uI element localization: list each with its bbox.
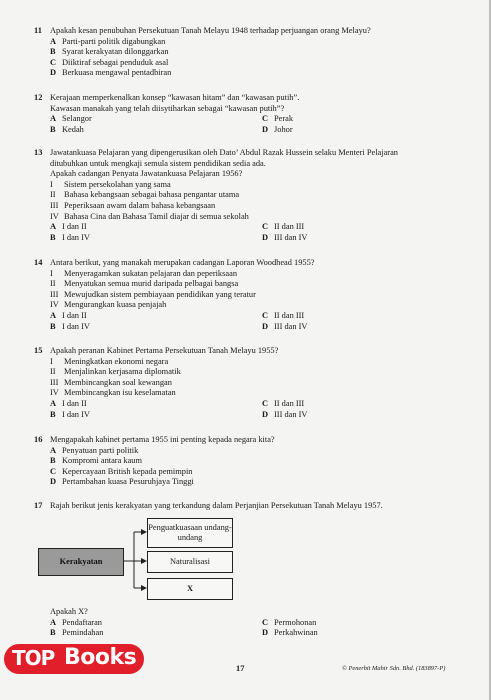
question-number: 13 (34, 148, 43, 157)
question-ask: Apakah X? (50, 607, 88, 616)
option-d[interactable]: D Berkuasa mengawal pentadbiran (50, 68, 172, 78)
option-b[interactable]: B I dan IV (50, 321, 90, 331)
copyright-notice: © Penerbit Mahir Sdn. Bhd. (183897-P) (342, 665, 446, 672)
statement-item: III Membincangkan soal kewangan (50, 377, 172, 387)
question-17-options (36, 607, 476, 639)
option-a[interactable]: A Selangor (50, 114, 92, 124)
question-stem: Apakah peranan Kabinet Pertama Persekutuan Tanah Melayu 1955? (50, 346, 279, 355)
option-a[interactable]: A Pendaftaran (50, 617, 102, 627)
topbooks-logo (0, 636, 150, 680)
option-d[interactable]: D Pertambahan kuasa Pesuruhjaya Tinggi (50, 477, 194, 487)
question-stem: Kawasan manakah yang telah diisytiharkan sebagai “kawasan putih”? (50, 103, 285, 113)
question-stem: ditubuhkan untuk mengkaji semula sistem pendidikan sedia ada. (50, 158, 266, 168)
question-stem: Rajah berikut jenis kerakyatan yang terkandung dalam Perjanjian Persekutuan Tanah Melayu 1957. (50, 501, 383, 510)
question-number: 11 (34, 26, 42, 35)
option-c[interactable]: C II dan III (262, 398, 305, 408)
statement-item: IV Mengurangkan kuasa penjajah (50, 300, 167, 310)
question-stem: Jawatankuasa Pelajaran yang dipengerusikan oleh Dato’ Abdul Razak Hussein selaku Menteri Pelajaran (50, 148, 398, 157)
option-d[interactable]: D Perkahwinan (262, 628, 318, 638)
statement-item: I Menyeragamkan sukatan pelajaran dan peperiksaan (50, 268, 238, 278)
statement-item: IV Bahasa Cina dan Bahasa Tamil diajar di semua sekolah (50, 211, 249, 221)
option-c[interactable]: C Diiktiraf sebagai penduduk asal (50, 57, 169, 67)
option-b[interactable]: B Kedah (50, 124, 84, 134)
option-c[interactable]: C Permohonan (262, 617, 317, 627)
question-stem: Antara berikut, yang manakah merupakan cadangan Laporan Woodhead 1955? (50, 258, 315, 267)
question-number: 15 (34, 346, 43, 355)
question-number: 17 (34, 501, 43, 510)
diagram-box-x: X (147, 578, 233, 600)
option-a[interactable]: A I dan II (50, 398, 87, 408)
question-number: 16 (34, 435, 43, 444)
option-a[interactable]: A I dan II (50, 222, 87, 232)
option-b[interactable]: B Syarat kerakyatan dilonggarkan (50, 47, 169, 57)
option-c[interactable]: C II dan III (262, 222, 305, 232)
diagram-box-penguatkuasaan: Penguatkuasaan undang-undang (147, 518, 233, 548)
option-a[interactable]: A I dan II (50, 310, 87, 320)
option-c[interactable]: C Perak (262, 114, 294, 124)
option-d[interactable]: D III dan IV (262, 321, 308, 331)
question-number: 12 (34, 93, 43, 102)
statement-item: II Menjalinkan kerjasama diplomatik (50, 367, 181, 377)
option-d[interactable]: D III dan IV (262, 409, 308, 419)
question-stem: Apakah cadangan Penyata Jawatankuasa Pelajaran 1956? (50, 169, 243, 179)
option-b[interactable]: B Kompromi antara kaum (50, 456, 143, 466)
question-stem: Kerajaan memperkenalkan konsep “kawasan hitam” dan “kawasan putih”. (50, 93, 300, 102)
option-b[interactable]: B Pemindahan (50, 628, 104, 638)
option-c[interactable]: C Kepercayaan British kepada pemimpin (50, 466, 193, 476)
statement-item: I Meningkatkan ekonomi negara (50, 356, 169, 366)
statement-item: II Menyatukan semua murid daripada pelbagai bangsa (50, 279, 239, 289)
question-number: 14 (34, 258, 43, 267)
option-d[interactable]: D Johor (262, 124, 293, 134)
diagram-box-naturalisasi: Naturalisasi (147, 551, 233, 573)
statement-item: I Sistem persekolahan yang sama (50, 179, 171, 189)
diagram-main-box: Kerakyatan (38, 548, 124, 576)
statement-item: III Mewujudkan sistem pembiayaan pendidikan yang teratur (50, 289, 256, 299)
option-c[interactable]: C II dan III (262, 310, 305, 320)
statement-item: III Peperiksaan awam dalam bahasa kebangsaan (50, 200, 216, 210)
option-a[interactable]: A Parti-parti politik digabungkan (50, 36, 166, 46)
option-d[interactable]: D III dan IV (262, 232, 308, 242)
logo-text-books: Books (64, 645, 137, 670)
question-stem: Apakah kesan penubuhan Persekutuan Tanah Melayu 1948 terhadap perjuangan orang Melayu? (50, 26, 371, 35)
question-stem: Mengapakah kabinet pertama 1955 ini penting kepada negara kita? (50, 435, 275, 444)
logo-text-top: TOP (12, 646, 55, 670)
statement-item: IV Membincangkan isu keselamatan (50, 388, 176, 398)
option-a[interactable]: A Penyatuan parti politik (50, 445, 139, 455)
page-number: 17 (236, 664, 245, 673)
option-b[interactable]: B I dan IV (50, 409, 90, 419)
statement-item: II Bahasa kebangsaan sebagai bahasa pengantar utama (50, 190, 240, 200)
option-b[interactable]: B I dan IV (50, 232, 90, 242)
